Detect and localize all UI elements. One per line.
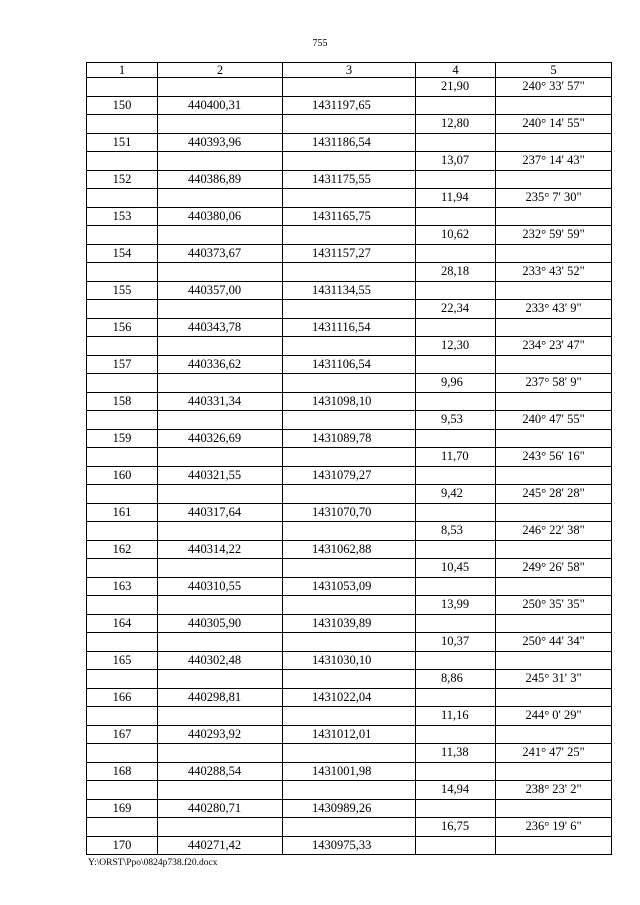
length-cell	[416, 688, 496, 707]
segment-row	[87, 781, 612, 800]
direction-angle-cell: 245° 28' 28"	[496, 485, 612, 504]
y-coordinate-cell	[283, 781, 416, 800]
direction-angle-cell: 233° 43' 9"	[496, 300, 612, 319]
direction-angle-cell	[496, 651, 612, 670]
direction-angle-cell	[496, 725, 612, 744]
direction-angle-cell: 249° 26' 58"	[496, 559, 612, 578]
point-row	[87, 244, 612, 263]
point-number-cell	[87, 300, 158, 319]
y-coordinate-cell	[283, 633, 416, 652]
point-number-cell: 150	[87, 96, 158, 115]
x-coordinate-cell: 440280,71	[158, 799, 283, 818]
point-row	[87, 540, 612, 559]
direction-angle-cell: 236° 19' 6"	[496, 818, 612, 837]
point-row	[87, 207, 612, 226]
y-coordinate-cell	[283, 559, 416, 578]
x-coordinate-cell: 440271,42	[158, 836, 283, 855]
length-cell: 13,07	[416, 152, 496, 171]
point-number-cell: 162	[87, 540, 158, 559]
direction-angle-cell: 241° 47' 25"	[496, 744, 612, 763]
point-number-cell: 158	[87, 392, 158, 411]
length-cell	[416, 466, 496, 485]
point-number-cell: 165	[87, 651, 158, 670]
length-cell: 8,53	[416, 522, 496, 541]
x-coordinate-cell: 440317,64	[158, 503, 283, 522]
x-coordinate-cell	[158, 337, 283, 356]
point-row	[87, 503, 612, 522]
direction-angle-cell	[496, 96, 612, 115]
direction-angle-cell: 233° 43' 52"	[496, 263, 612, 282]
y-coordinate-cell: 1430975,33	[283, 836, 416, 855]
segment-row	[87, 744, 612, 763]
segment-row	[87, 337, 612, 356]
y-coordinate-cell	[283, 448, 416, 467]
length-cell	[416, 207, 496, 226]
length-cell	[416, 540, 496, 559]
y-coordinate-cell: 1430989,26	[283, 799, 416, 818]
point-number-cell	[87, 337, 158, 356]
x-coordinate-cell	[158, 115, 283, 134]
point-number-cell	[87, 115, 158, 134]
y-coordinate-cell	[283, 485, 416, 504]
segment-row	[87, 596, 612, 615]
y-coordinate-cell: 1431175,55	[283, 170, 416, 189]
length-cell: 14,94	[416, 781, 496, 800]
y-coordinate-cell	[283, 374, 416, 393]
point-number-cell: 164	[87, 614, 158, 633]
direction-angle-cell: 240° 33' 57"	[496, 78, 612, 97]
y-coordinate-cell: 1431001,98	[283, 762, 416, 781]
direction-angle-cell: 240° 14' 55"	[496, 115, 612, 134]
length-cell	[416, 799, 496, 818]
length-cell	[416, 96, 496, 115]
point-number-cell: 168	[87, 762, 158, 781]
point-row	[87, 688, 612, 707]
length-cell	[416, 836, 496, 855]
x-coordinate-cell: 440288,54	[158, 762, 283, 781]
point-number-cell: 159	[87, 429, 158, 448]
segment-row	[87, 300, 612, 319]
point-number-cell: 155	[87, 281, 158, 300]
y-coordinate-cell	[283, 818, 416, 837]
y-coordinate-cell: 1431012,01	[283, 725, 416, 744]
x-coordinate-cell	[158, 448, 283, 467]
direction-angle-cell: 232° 59' 59"	[496, 226, 612, 245]
point-row	[87, 429, 612, 448]
length-cell: 22,34	[416, 300, 496, 319]
point-number-cell	[87, 485, 158, 504]
length-cell: 9,96	[416, 374, 496, 393]
point-number-cell: 154	[87, 244, 158, 263]
point-number-cell	[87, 633, 158, 652]
point-number-cell: 152	[87, 170, 158, 189]
point-number-cell: 151	[87, 133, 158, 152]
x-coordinate-cell	[158, 300, 283, 319]
length-cell: 8,86	[416, 670, 496, 689]
point-row	[87, 614, 612, 633]
y-coordinate-cell	[283, 189, 416, 208]
x-coordinate-cell	[158, 559, 283, 578]
point-number-cell	[87, 374, 158, 393]
direction-angle-cell	[496, 503, 612, 522]
direction-angle-cell	[496, 540, 612, 559]
length-cell	[416, 429, 496, 448]
segment-row	[87, 411, 612, 430]
direction-angle-cell	[496, 392, 612, 411]
y-coordinate-cell: 1431134,55	[283, 281, 416, 300]
point-number-cell: 166	[87, 688, 158, 707]
y-coordinate-cell: 1431157,27	[283, 244, 416, 263]
direction-angle-cell	[496, 207, 612, 226]
segment-row	[87, 189, 612, 208]
length-cell: 21,90	[416, 78, 496, 97]
x-coordinate-cell	[158, 670, 283, 689]
x-coordinate-cell	[158, 189, 283, 208]
segment-row	[87, 818, 612, 837]
length-cell	[416, 577, 496, 596]
direction-angle-cell	[496, 170, 612, 189]
point-number-cell: 161	[87, 503, 158, 522]
y-coordinate-cell	[283, 522, 416, 541]
y-coordinate-cell	[283, 115, 416, 134]
segment-row	[87, 374, 612, 393]
length-cell	[416, 651, 496, 670]
length-cell	[416, 244, 496, 263]
x-coordinate-cell: 440314,22	[158, 540, 283, 559]
direction-angle-cell: 250° 35' 35"	[496, 596, 612, 615]
segment-row	[87, 559, 612, 578]
x-coordinate-cell: 440321,55	[158, 466, 283, 485]
point-number-cell: 167	[87, 725, 158, 744]
x-coordinate-cell: 440331,34	[158, 392, 283, 411]
length-cell: 28,18	[416, 263, 496, 282]
x-coordinate-cell	[158, 522, 283, 541]
segment-row	[87, 226, 612, 245]
length-cell	[416, 133, 496, 152]
y-coordinate-cell	[283, 596, 416, 615]
point-row	[87, 96, 612, 115]
length-cell: 9,53	[416, 411, 496, 430]
y-coordinate-cell	[283, 78, 416, 97]
x-coordinate-cell	[158, 152, 283, 171]
point-number-cell	[87, 781, 158, 800]
length-cell: 11,94	[416, 189, 496, 208]
x-coordinate-cell: 440298,81	[158, 688, 283, 707]
direction-angle-cell	[496, 762, 612, 781]
y-coordinate-cell: 1431165,75	[283, 207, 416, 226]
x-coordinate-cell	[158, 596, 283, 615]
point-number-cell	[87, 263, 158, 282]
y-coordinate-cell: 1431070,70	[283, 503, 416, 522]
point-row	[87, 577, 612, 596]
x-coordinate-cell	[158, 781, 283, 800]
length-cell	[416, 392, 496, 411]
length-cell: 12,30	[416, 337, 496, 356]
y-coordinate-cell	[283, 337, 416, 356]
point-row	[87, 466, 612, 485]
y-coordinate-cell: 1431053,09	[283, 577, 416, 596]
length-cell	[416, 318, 496, 337]
y-coordinate-cell: 1431030,10	[283, 651, 416, 670]
direction-angle-cell: 243° 56' 16"	[496, 448, 612, 467]
length-cell: 10,45	[416, 559, 496, 578]
y-coordinate-cell: 1431089,78	[283, 429, 416, 448]
point-number-cell	[87, 448, 158, 467]
header-row	[87, 63, 612, 78]
segment-row	[87, 115, 612, 134]
length-cell	[416, 614, 496, 633]
point-number-cell	[87, 226, 158, 245]
point-number-cell: 163	[87, 577, 158, 596]
point-number-cell	[87, 411, 158, 430]
direction-angle-cell	[496, 318, 612, 337]
length-cell: 12,80	[416, 115, 496, 134]
header-col-1: 1	[87, 63, 158, 78]
point-number-cell: 157	[87, 355, 158, 374]
length-cell: 16,75	[416, 818, 496, 837]
x-coordinate-cell: 440386,89	[158, 170, 283, 189]
x-coordinate-cell	[158, 485, 283, 504]
y-coordinate-cell	[283, 744, 416, 763]
x-coordinate-cell: 440393,96	[158, 133, 283, 152]
y-coordinate-cell: 1431039,89	[283, 614, 416, 633]
y-coordinate-cell: 1431116,54	[283, 318, 416, 337]
direction-angle-cell	[496, 244, 612, 263]
x-coordinate-cell: 440326,69	[158, 429, 283, 448]
point-number-cell	[87, 818, 158, 837]
x-coordinate-cell	[158, 818, 283, 837]
segment-row	[87, 633, 612, 652]
x-coordinate-cell: 440293,92	[158, 725, 283, 744]
point-number-cell	[87, 670, 158, 689]
point-row	[87, 725, 612, 744]
y-coordinate-cell	[283, 670, 416, 689]
x-coordinate-cell: 440305,90	[158, 614, 283, 633]
length-cell	[416, 762, 496, 781]
y-coordinate-cell	[283, 226, 416, 245]
x-coordinate-cell: 440380,06	[158, 207, 283, 226]
y-coordinate-cell: 1431022,04	[283, 688, 416, 707]
x-coordinate-cell: 440400,31	[158, 96, 283, 115]
point-number-cell	[87, 152, 158, 171]
segment-row	[87, 448, 612, 467]
y-coordinate-cell: 1431079,27	[283, 466, 416, 485]
point-number-cell	[87, 559, 158, 578]
x-coordinate-cell: 440373,67	[158, 244, 283, 263]
direction-angle-cell	[496, 429, 612, 448]
header-col-4: 4	[416, 63, 496, 78]
point-number-cell: 156	[87, 318, 158, 337]
y-coordinate-cell: 1431197,65	[283, 96, 416, 115]
length-cell: 10,62	[416, 226, 496, 245]
x-coordinate-cell	[158, 78, 283, 97]
segment-row	[87, 78, 612, 97]
direction-angle-cell	[496, 614, 612, 633]
y-coordinate-cell	[283, 707, 416, 726]
segment-row	[87, 263, 612, 282]
point-number-cell	[87, 189, 158, 208]
point-row	[87, 651, 612, 670]
direction-angle-cell	[496, 466, 612, 485]
length-cell: 9,42	[416, 485, 496, 504]
point-number-cell	[87, 596, 158, 615]
x-coordinate-cell: 440336,62	[158, 355, 283, 374]
direction-angle-cell: 235° 7' 30"	[496, 189, 612, 208]
x-coordinate-cell	[158, 263, 283, 282]
direction-angle-cell	[496, 688, 612, 707]
point-row	[87, 318, 612, 337]
point-number-cell: 169	[87, 799, 158, 818]
file-path-footer: Y:\ORST\Ppo\0824p738.f20.docx	[88, 858, 218, 868]
point-number-cell	[87, 744, 158, 763]
length-cell	[416, 503, 496, 522]
direction-angle-cell: 244° 0' 29"	[496, 707, 612, 726]
point-row	[87, 355, 612, 374]
x-coordinate-cell	[158, 374, 283, 393]
x-coordinate-cell: 440357,00	[158, 281, 283, 300]
x-coordinate-cell: 440302,48	[158, 651, 283, 670]
direction-angle-cell: 250° 44' 34"	[496, 633, 612, 652]
y-coordinate-cell	[283, 411, 416, 430]
x-coordinate-cell	[158, 411, 283, 430]
x-coordinate-cell	[158, 744, 283, 763]
length-cell	[416, 281, 496, 300]
header-col-5: 5	[496, 63, 612, 78]
coordinates-table	[86, 62, 612, 855]
point-number-cell: 170	[87, 836, 158, 855]
direction-angle-cell	[496, 355, 612, 374]
x-coordinate-cell	[158, 226, 283, 245]
segment-row	[87, 485, 612, 504]
length-cell	[416, 725, 496, 744]
x-coordinate-cell: 440310,55	[158, 577, 283, 596]
y-coordinate-cell: 1431062,88	[283, 540, 416, 559]
direction-angle-cell	[496, 799, 612, 818]
direction-angle-cell: 237° 14' 43"	[496, 152, 612, 171]
point-row	[87, 170, 612, 189]
length-cell: 11,70	[416, 448, 496, 467]
x-coordinate-cell	[158, 633, 283, 652]
table-body	[87, 78, 612, 855]
y-coordinate-cell: 1431186,54	[283, 133, 416, 152]
y-coordinate-cell	[283, 263, 416, 282]
y-coordinate-cell	[283, 300, 416, 319]
direction-angle-cell	[496, 836, 612, 855]
point-number-cell: 153	[87, 207, 158, 226]
point-row	[87, 799, 612, 818]
point-row	[87, 836, 612, 855]
segment-row	[87, 522, 612, 541]
segment-row	[87, 152, 612, 171]
point-number-cell	[87, 707, 158, 726]
point-number-cell	[87, 78, 158, 97]
direction-angle-cell: 240° 47' 55"	[496, 411, 612, 430]
point-row	[87, 281, 612, 300]
direction-angle-cell: 238° 23' 2"	[496, 781, 612, 800]
direction-angle-cell: 245° 31' 3"	[496, 670, 612, 689]
direction-angle-cell	[496, 133, 612, 152]
direction-angle-cell	[496, 577, 612, 596]
point-number-cell	[87, 522, 158, 541]
y-coordinate-cell: 1431098,10	[283, 392, 416, 411]
length-cell	[416, 355, 496, 374]
direction-angle-cell: 246° 22' 38"	[496, 522, 612, 541]
header-col-2: 2	[158, 63, 283, 78]
point-row	[87, 133, 612, 152]
x-coordinate-cell	[158, 707, 283, 726]
direction-angle-cell	[496, 281, 612, 300]
length-cell: 10,37	[416, 633, 496, 652]
table-header	[87, 63, 612, 78]
length-cell: 11,38	[416, 744, 496, 763]
x-coordinate-cell: 440343,78	[158, 318, 283, 337]
point-row	[87, 762, 612, 781]
header-col-3: 3	[283, 63, 416, 78]
point-row	[87, 392, 612, 411]
length-cell: 13,99	[416, 596, 496, 615]
y-coordinate-cell	[283, 152, 416, 171]
direction-angle-cell: 234° 23' 47"	[496, 337, 612, 356]
y-coordinate-cell: 1431106,54	[283, 355, 416, 374]
length-cell: 11,16	[416, 707, 496, 726]
direction-angle-cell: 237° 58' 9"	[496, 374, 612, 393]
segment-row	[87, 707, 612, 726]
page-number: 755	[312, 38, 328, 49]
point-number-cell: 160	[87, 466, 158, 485]
segment-row	[87, 670, 612, 689]
length-cell	[416, 170, 496, 189]
